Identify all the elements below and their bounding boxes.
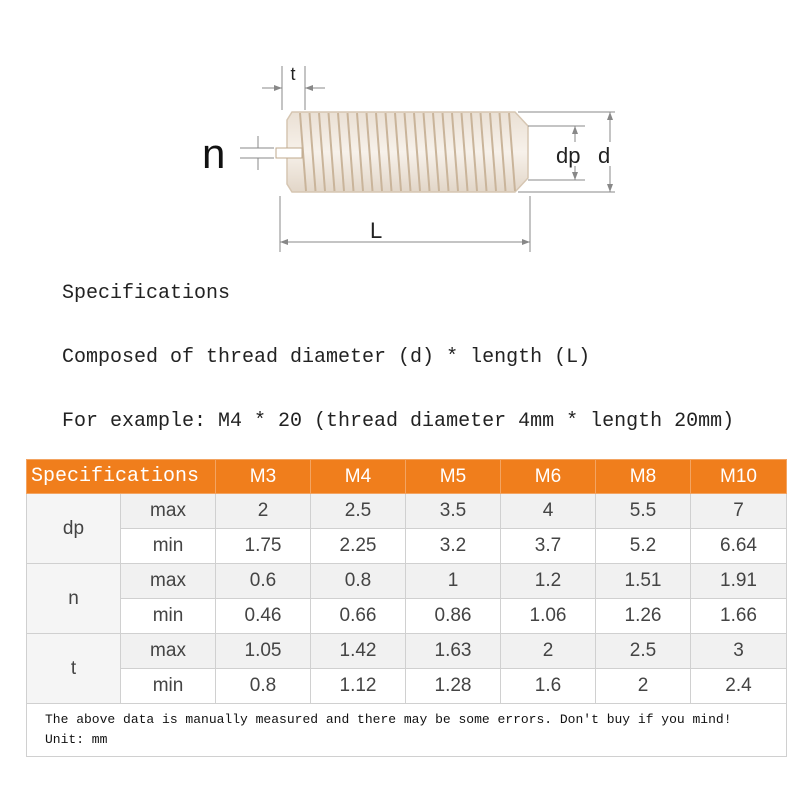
table-row: [27, 669, 787, 704]
table-cell: 0.66: [311, 599, 406, 634]
table-header-row: [27, 460, 787, 494]
table-note: [27, 704, 787, 757]
table-cell: 2: [216, 494, 311, 529]
table-cell: 2: [596, 669, 691, 704]
table-cell: 1.2: [501, 564, 596, 599]
unit-text: Unit: mm: [45, 732, 108, 747]
table-cell: 1.05: [216, 634, 311, 669]
label-t: t: [290, 64, 296, 84]
composition-description: Composed of thread diameter (d) * length (L): [62, 346, 591, 369]
header-size: M10: [691, 460, 787, 494]
table-cell: 2.5: [311, 494, 406, 529]
table-cell: 3.7: [501, 529, 596, 564]
table-cell: 1.06: [501, 599, 596, 634]
row-label: max: [121, 634, 216, 669]
specifications-heading: Specifications: [62, 282, 231, 305]
table-cell: 3.5: [406, 494, 501, 529]
table-cell: 7: [691, 494, 787, 529]
label-d: d: [598, 143, 611, 168]
table-cell: 5.5: [596, 494, 691, 529]
table-row: [27, 564, 787, 599]
table-cell: 4: [501, 494, 596, 529]
row-label: max: [121, 494, 216, 529]
header-size: M3: [216, 460, 311, 494]
group-label-dp: dp: [27, 494, 121, 564]
table-cell: 5.2: [596, 529, 691, 564]
table-note-row: [27, 704, 787, 757]
table-cell: 1.75: [216, 529, 311, 564]
table-cell: 0.6: [216, 564, 311, 599]
table-cell: 2.5: [596, 634, 691, 669]
table-cell: 0.8: [311, 564, 406, 599]
table-cell: 1: [406, 564, 501, 599]
header-specifications: Specifications: [27, 460, 216, 494]
spec-table: [26, 459, 787, 757]
example-description: For example: M4 * 20 (thread diameter 4mm * length 20mm): [62, 410, 735, 433]
table-cell: 0.86: [406, 599, 501, 634]
group-label-t: t: [27, 634, 121, 704]
disclaimer-text: The above data is manually measured and there may be some errors. Don't buy if you mind!: [45, 712, 732, 727]
header-size: M6: [501, 460, 596, 494]
table-cell: 1.6: [501, 669, 596, 704]
row-label: max: [121, 564, 216, 599]
row-label: min: [121, 669, 216, 704]
label-L: L: [370, 218, 383, 243]
table-cell: 2.4: [691, 669, 787, 704]
table-cell: 2: [501, 634, 596, 669]
header-size: M8: [596, 460, 691, 494]
row-label: min: [121, 599, 216, 634]
table-cell: 1.42: [311, 634, 406, 669]
table-row: [27, 494, 787, 529]
screw-body: [276, 112, 528, 192]
table-row: [27, 634, 787, 669]
table-cell: 2.25: [311, 529, 406, 564]
table-cell: 1.63: [406, 634, 501, 669]
table-cell: 1.51: [596, 564, 691, 599]
table-cell: 1.12: [311, 669, 406, 704]
table-cell: 1.28: [406, 669, 501, 704]
table-cell: 0.8: [216, 669, 311, 704]
label-dp: dp: [556, 143, 581, 168]
row-label: min: [121, 529, 216, 564]
label-n: n: [202, 130, 226, 177]
header-size: M5: [406, 460, 501, 494]
header-size: M4: [311, 460, 406, 494]
table-cell: 1.91: [691, 564, 787, 599]
table-row: [27, 529, 787, 564]
screw-diagram: [0, 0, 800, 270]
table-row: [27, 599, 787, 634]
group-label-n: n: [27, 564, 121, 634]
table-cell: 1.26: [596, 599, 691, 634]
table-cell: 6.64: [691, 529, 787, 564]
table-cell: 3.2: [406, 529, 501, 564]
table-cell: 3: [691, 634, 787, 669]
table-cell: 0.46: [216, 599, 311, 634]
table-cell: 1.66: [691, 599, 787, 634]
